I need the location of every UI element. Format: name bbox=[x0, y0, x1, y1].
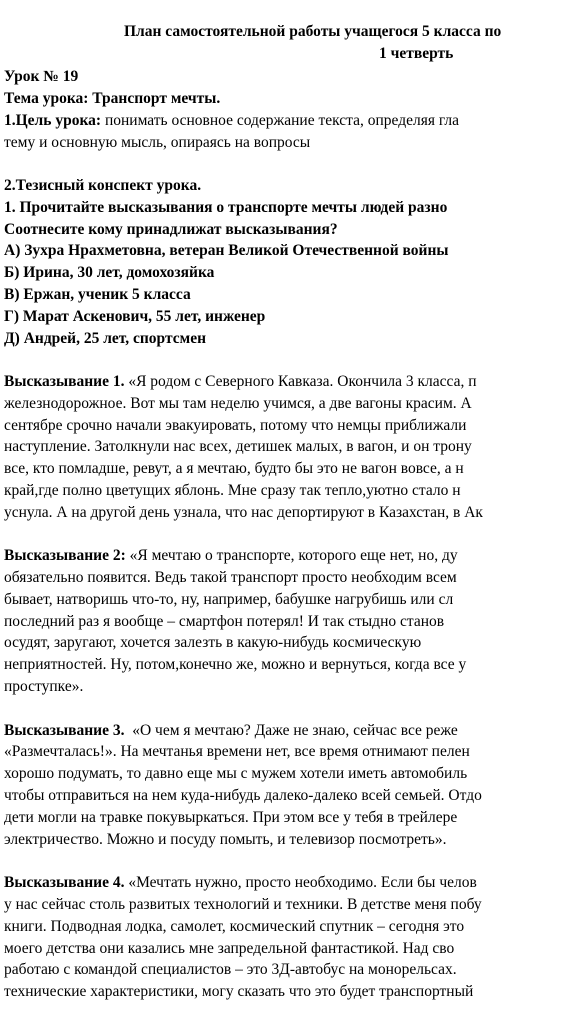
statement-4-line bbox=[4, 872, 477, 894]
statement-2-line: последний раз я вообще – смартфон потерял! И так стыдно станов bbox=[4, 613, 445, 630]
statement-2-line: осудят, заругают, хочется залезть в какую-нибудь космическую bbox=[4, 634, 422, 651]
statement-3-line: «Размечталась!». На мечтанья времени нет, все время отнимают пелен bbox=[4, 743, 470, 760]
statement-4-line: работаю с командой специалистов – это 3Д-автобус на монорельсах. bbox=[4, 961, 457, 978]
option-a: А) Зухра Нрахметовна, ветеран Великой Отечественной войны bbox=[4, 242, 449, 259]
lesson-goal-text: понимать основное содержание текста, определяя гла bbox=[101, 112, 460, 129]
statement-2-line: неприятностей. Ну, потом,конечно же, можно и вернуться, когда все у bbox=[4, 656, 467, 673]
document-title: План самостоятельной работы учащегося 5 класса по bbox=[124, 23, 502, 40]
statement-1-line: наступление. Затолкнули нас всех, детишек малых, в вагон, и он трону bbox=[4, 438, 472, 455]
statement-4-line: моего детства они казались мне запредельной фантастикой. Над сво bbox=[4, 940, 455, 957]
statement-3-line: чтобы отправиться на нем куда-нибудь далеко-далеко всей семьей. Отдо bbox=[4, 787, 482, 804]
statement-1-line bbox=[4, 371, 477, 393]
statement-4-text: «Мечтать нужно, просто необходимо. Если бы челов bbox=[124, 874, 477, 891]
statement-4-line: технические характеристики, могу сказать что это будет транспортный bbox=[4, 983, 474, 1000]
statement-2-line: проступке». bbox=[4, 678, 84, 695]
statement-2-line bbox=[4, 545, 458, 567]
statement-1-line: сентябре срочно начали эвакуировать, потому что немцы приближали bbox=[4, 417, 467, 434]
statement-2-label: Высказывание 2: bbox=[4, 547, 126, 564]
statement-4-line: книги. Подводная лодка, самолет, космический спутник – сегодня это bbox=[4, 918, 465, 935]
statement-2-text: «Я мечтаю о транспорте, которого еще нет, но, ду bbox=[125, 547, 458, 564]
document-quarter: 1 четверть bbox=[379, 45, 454, 62]
statement-2-line: бывает, натворишь что-то, ну, например, бабушке нагрубишь или сл bbox=[4, 591, 454, 608]
lesson-topic: Тема урока: Транспорт мечты. bbox=[4, 90, 221, 107]
option-b: Б) Ирина, 30 лет, домохозяйка bbox=[4, 264, 215, 281]
task-line-1: 1. Прочитайте высказывания о транспорте мечты людей разно bbox=[4, 199, 448, 216]
option-c: В) Ержан, ученик 5 класса bbox=[4, 286, 191, 303]
statement-1-line: уснула. А на другой день узнала, что нас депортируют в Казахстан, в Ак bbox=[4, 504, 483, 521]
statement-4-line: у нас сейчас столь развитых технологий и техники. В детстве меня побу bbox=[4, 896, 482, 913]
task-line-2: Соотнесите кому принадлижат высказывания? bbox=[4, 221, 338, 238]
statement-1-text: «Я родом с Северного Кавказа. Окончила 3 класса, п bbox=[124, 373, 477, 390]
lesson-goal-text-cont: тему и основную мысль, опираясь на вопросы bbox=[4, 134, 311, 151]
statement-3-label: Высказывание 3. bbox=[4, 722, 125, 739]
statement-3-line: хорошо подумать, то давно еще мы с мужем хотели иметь автомобиль bbox=[4, 765, 468, 782]
statement-1-line: все, кто помладше, ревут, а я мечтаю, будто бы это не вагон вовсе, а н bbox=[4, 460, 464, 477]
statement-4-label: Высказывание 4. bbox=[4, 874, 125, 891]
statement-3-text: «О чем я мечтаю? Даже не знаю, сейчас все реже bbox=[124, 722, 458, 739]
lesson-number: Урок № 19 bbox=[4, 68, 79, 85]
option-d: Г) Марат Аскенович, 55 лет, инженер bbox=[4, 308, 266, 325]
summary-heading: 2.Тезисный конспект урока. bbox=[4, 177, 202, 194]
statement-1-label: Высказывание 1. bbox=[4, 373, 125, 390]
statement-1-line: край,где полно цветущих яблонь. Мне сразу так тепло,уютно стало н bbox=[4, 482, 461, 499]
statement-2-line: обязательно появится. Ведь такой транспорт просто необходим всем bbox=[4, 569, 457, 586]
lesson-goal-label: 1.Цель урока: bbox=[4, 112, 102, 129]
statement-1-line: железнодорожное. Вот мы там неделю учимся, а две вагоны красим. А bbox=[4, 395, 472, 412]
statement-3-line bbox=[4, 720, 458, 742]
option-e: Д) Андрей, 25 лет, спортсмен bbox=[4, 330, 207, 347]
statement-3-line: дети могли на травке покувыркаться. При этом все у тебя в трейлере bbox=[4, 809, 458, 826]
statement-3-line: электричество. Можно и посуду помыть, и телевизор посмотреть». bbox=[4, 831, 447, 848]
lesson-goal bbox=[4, 110, 459, 132]
